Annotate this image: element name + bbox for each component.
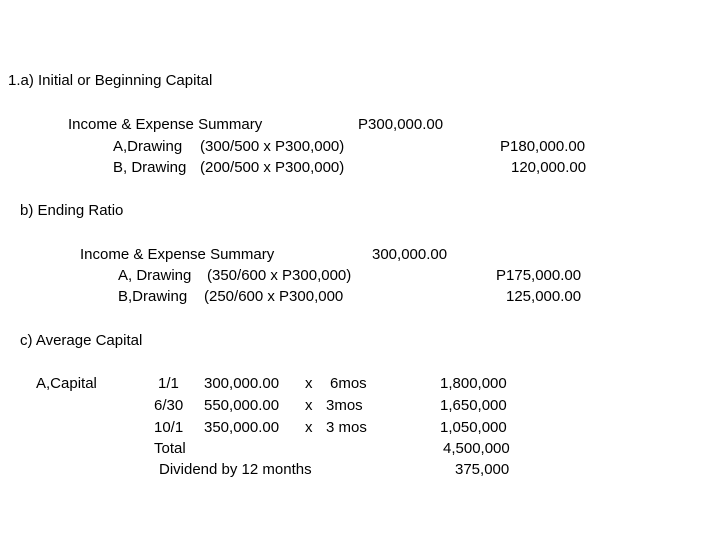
section-c-row-2-x: x [305, 397, 313, 414]
section-a-row-1-label: A,Drawing [113, 138, 183, 155]
section-c-row-1-result: 1,800,000 [440, 375, 507, 392]
section-c-row-2-balance: 550,000.00 [204, 397, 280, 414]
section-b-heading: b) Ending Ratio [20, 202, 124, 219]
section-c-row-2-date: 6/30 [154, 397, 184, 414]
section-c-row-3-balance: 350,000.00 [204, 419, 280, 436]
section-c-row-3-months: 3 mos [326, 419, 367, 436]
section-b-row-2-formula: (250/600 x P300,000 [204, 288, 344, 305]
section-c-row-1-balance: 300,000.00 [204, 375, 280, 392]
section-c-row-3-x: x [305, 419, 313, 436]
section-c-divide-value: 375,000 [455, 461, 510, 478]
section-b-row-2-label: B,Drawing [118, 288, 188, 305]
section-c-row-1-x: x [305, 375, 313, 392]
section-a-row-2-label: B, Drawing [113, 159, 187, 176]
section-b-summary-label: Income & Expense Summary [80, 246, 275, 263]
section-b-row-2-amount: 125,000.00 [506, 288, 582, 305]
section-a-heading: 1.a) Initial or Beginning Capital [8, 72, 213, 89]
section-a-summary-amount: P300,000.00 [358, 116, 444, 133]
section-c-row-2-months: 3mos [326, 397, 363, 414]
section-c-row-3-date: 10/1 [154, 419, 184, 436]
section-c-row-1-months: 6mos [330, 375, 367, 392]
section-a-row-1-amount: P180,000.00 [500, 138, 586, 155]
section-b-summary-amount: 300,000.00 [372, 246, 448, 263]
section-a-row-1-formula: (300/500 x P300,000) [200, 138, 345, 155]
section-b-row-1-label: A, Drawing [118, 267, 192, 284]
section-c-heading: c) Average Capital [20, 332, 143, 349]
section-a-summary-label: Income & Expense Summary [68, 116, 263, 133]
section-b-row-1-amount: P175,000.00 [496, 267, 582, 284]
section-c-divide-label: Dividend by 12 months [159, 461, 312, 478]
section-a-row-2-formula: (200/500 x P300,000) [200, 159, 345, 176]
section-c-total-label: Total [154, 440, 186, 457]
section-c-row-2-result: 1,650,000 [440, 397, 507, 414]
section-c-row-3-result: 1,050,000 [440, 419, 507, 436]
section-a-row-2-amount: 120,000.00 [511, 159, 587, 176]
section-c-total-value: 4,500,000 [443, 440, 510, 457]
section-c-row-1-date: 1/1 [158, 375, 179, 392]
section-c-account-label: A,Capital [36, 375, 97, 392]
section-b-row-1-formula: (350/600 x P300,000) [207, 267, 352, 284]
